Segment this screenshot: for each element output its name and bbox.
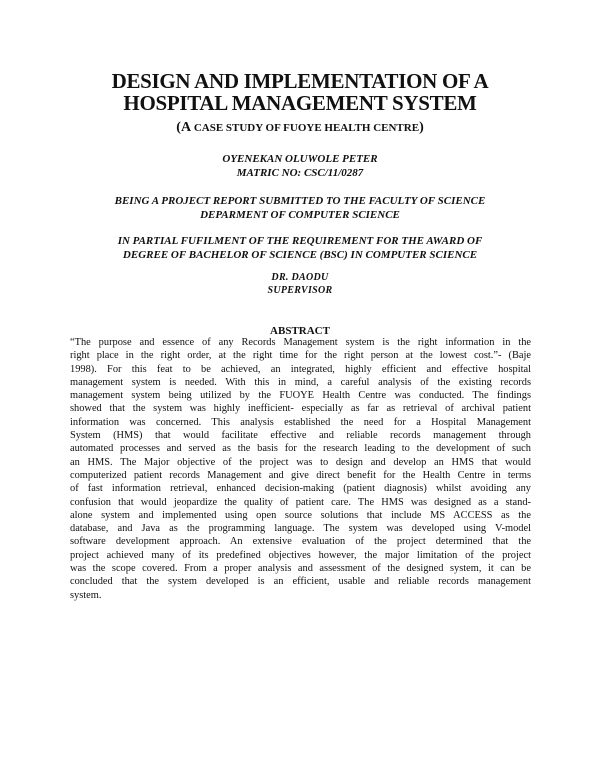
abstract-line: project achieved many of its predefined objectives however, the major limitation of the project [70, 549, 531, 561]
abstract-line: System (HMS) that would facilitate effective and reliable records management through [70, 430, 531, 442]
author-name: OYENEKAN OLUWOLE PETER [222, 153, 378, 165]
abstract-line: system. [70, 589, 102, 601]
abstract-line: management system being utilized by the FUOYE Health Centre was conducted. The findings [70, 390, 531, 402]
author-block [0, 152, 600, 180]
supervisor-block [0, 271, 600, 297]
subtitle-open-paren: ( [176, 120, 181, 135]
subtitle-first-letter: A [180, 120, 192, 135]
title-line-2: HOSPITAL MANAGEMENT SYSTEM [123, 91, 477, 115]
abstract-line: management system is needed. With this in mind, a careful analysis of the existing records [70, 376, 531, 388]
abstract-line: automated processes and served as the basis for the research leading to the development of such [70, 443, 531, 455]
supervisor-name: DR. DAODU [271, 272, 329, 283]
award-statement [0, 234, 600, 262]
abstract-heading: ABSTRACT [270, 325, 330, 337]
report-line-2: DEPARMENT OF COMPUTER SCIENCE [200, 209, 400, 221]
subtitle-close-paren: ) [419, 120, 424, 135]
matric-number: MATRIC NO: CSC/11/0287 [236, 167, 364, 179]
abstract-body [70, 336, 531, 602]
abstract-line: confusion that would jeopardize the quality of patient care. The HMS was designed as a stand- [70, 496, 531, 508]
abstract-line: “The purpose and essence of any Records Management system is the right information in the [70, 337, 531, 348]
abstract-line: was the scope covered. From a proper analysis and assessment of the designed system, it can be [70, 563, 531, 575]
abstract-line: right place in the right order, at the right time for the right person at the lowest cost.”- (Baje [70, 350, 531, 362]
report-line-1: BEING A PROJECT REPORT SUBMITTED TO THE FACULTY OF SCIENCE [114, 195, 486, 207]
abstract-line: concluded that the system developed is an efficient, usable and reliable records management [70, 576, 531, 588]
abstract-line: showed that the system was highly inefficient- especially as far as retrieval of archival patient [70, 403, 531, 415]
document-title [0, 70, 600, 114]
abstract-line: of fast information retrieval, enhanced decision-making (patient diagnosis) whilst avoiding any [70, 483, 531, 495]
abstract-line: database, and Java as the programming language. The system was developed using V-model [70, 523, 531, 535]
abstract-line: software development approach. An extensive evaluation of the project determined that the [70, 536, 531, 548]
title-line-1: DESIGN AND IMPLEMENTATION OF A [111, 69, 489, 93]
subtitle [0, 119, 600, 137]
abstract-line: information was concerned. This analysis established the need for a Hospital Management [70, 416, 531, 428]
abstract-line: computerized patient records Management and give direct benefit for the Health Centre in terms [70, 469, 531, 481]
supervisor-role: SUPERVISOR [267, 285, 333, 296]
award-line-2: DEGREE OF BACHELOR OF SCIENCE (BSC) IN COMPUTER SCIENCE [122, 249, 478, 261]
abstract-line: an HMS. The Major objective of the project was to design and develop an HMS that would [70, 456, 531, 468]
abstract-line: alone system and implemented using open source solutions that include MS ACCESS as the [70, 509, 531, 521]
subtitle-text: CASE STUDY OF FUOYE HEALTH CENTRE [191, 122, 420, 134]
report-statement [0, 194, 600, 222]
award-line-1: IN PARTIAL FUFILMENT OF THE REQUIREMENT FOR THE AWARD OF [117, 235, 483, 247]
abstract-line: 1998). For this feat to be achieved, an integrated, highly efficient and effective hospital [70, 363, 531, 375]
